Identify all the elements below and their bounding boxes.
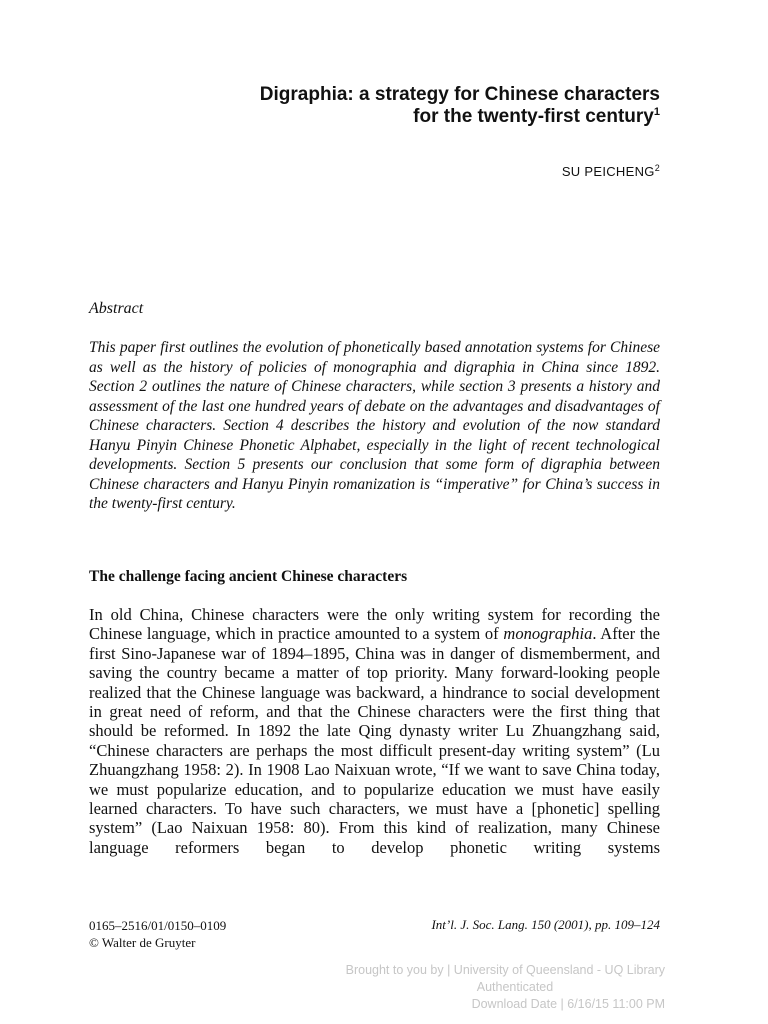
watermark-line-2: Authenticated [476, 980, 554, 994]
section-heading: The challenge facing ancient Chinese characters [89, 568, 408, 585]
footer-citation: Int’l. J. Soc. Lang. 150 (2001), pp. 109–124 [431, 917, 660, 932]
body-term-monographia: monographia [503, 624, 593, 644]
download-watermark [245, 962, 665, 1013]
title-footnote-marker[interactable]: 1 [653, 106, 660, 118]
title-line-2 [100, 106, 660, 128]
footer-publisher: © Walter de Gruyter [89, 935, 196, 950]
body-text-part-1: In old China, Chinese characters were the only writing system for recording the Chinese language, which in practice amounted to a system of [89, 605, 660, 644]
watermark-line-3: Download Date | 6/16/15 11:00 PM [471, 997, 665, 1011]
author-name [260, 164, 660, 179]
title-line-1: Digraphia: a strategy for Chinese characters [259, 84, 660, 105]
abstract-text: This paper first outlines the evolution of phonetically based annotation systems for Chinese as well as the history of policies of monographia and digraphia in China since 1892. Section 2 outlines the nature of Chinese characters, while section 3 presents a history and assessment of the last one hundred years of debate on the advantages and disadvantages of Chinese characters. Section 4 describes the history and evolution of the now standard Hanyu Pinyin Chinese Phonetic Alphabet, especially in the light of recent technological developments. Section 5 presents our conclusion that some form of digraphia between Chinese characters and Hanyu Pinyin romanization is “imperative” for China’s success in the twenty-first century. [89, 339, 660, 512]
body-text-part-2: . After the first Sino-Japanese war of 1894–1895, China was in danger of dismemberment, and saving the country became a matter of top priority. Many forward-looking people realized that the Chinese language was backward, a hindrance to social development in great need of reform, and that the Chinese characters were the first thing that should be reformed. In 1892 the late Qing dynasty writer Lu Zhuangzhang said, “Chinese characters are perhaps the most difficult present-day writing system” (Lu Zhuangzhang 1958: 2). In 1908 Lao Naixuan wrote, “If we want to save China today, we must popularize education, and to popularize education we must have easily learned characters. To have such characters, we must have a [phonetic] spelling system” (Lao Naixuan 1958: 80). From this kind of realization, many Chinese language reformers began to develop phonetic writing systems [89, 624, 660, 857]
body-paragraph [89, 605, 660, 857]
watermark-line-1: Brought to you by | University of Queensland - UQ Library [345, 963, 665, 977]
footer-code: 0165–2516/01/0150–0109 [89, 918, 227, 933]
title-line-2-text: for the twenty-first century [413, 106, 654, 127]
footer-publication-info [89, 917, 226, 951]
article-title [100, 84, 660, 128]
author-text: SU PEICHENG [561, 164, 655, 179]
abstract-heading: Abstract [89, 300, 144, 317]
author-footnote-marker[interactable]: 2 [654, 163, 660, 173]
